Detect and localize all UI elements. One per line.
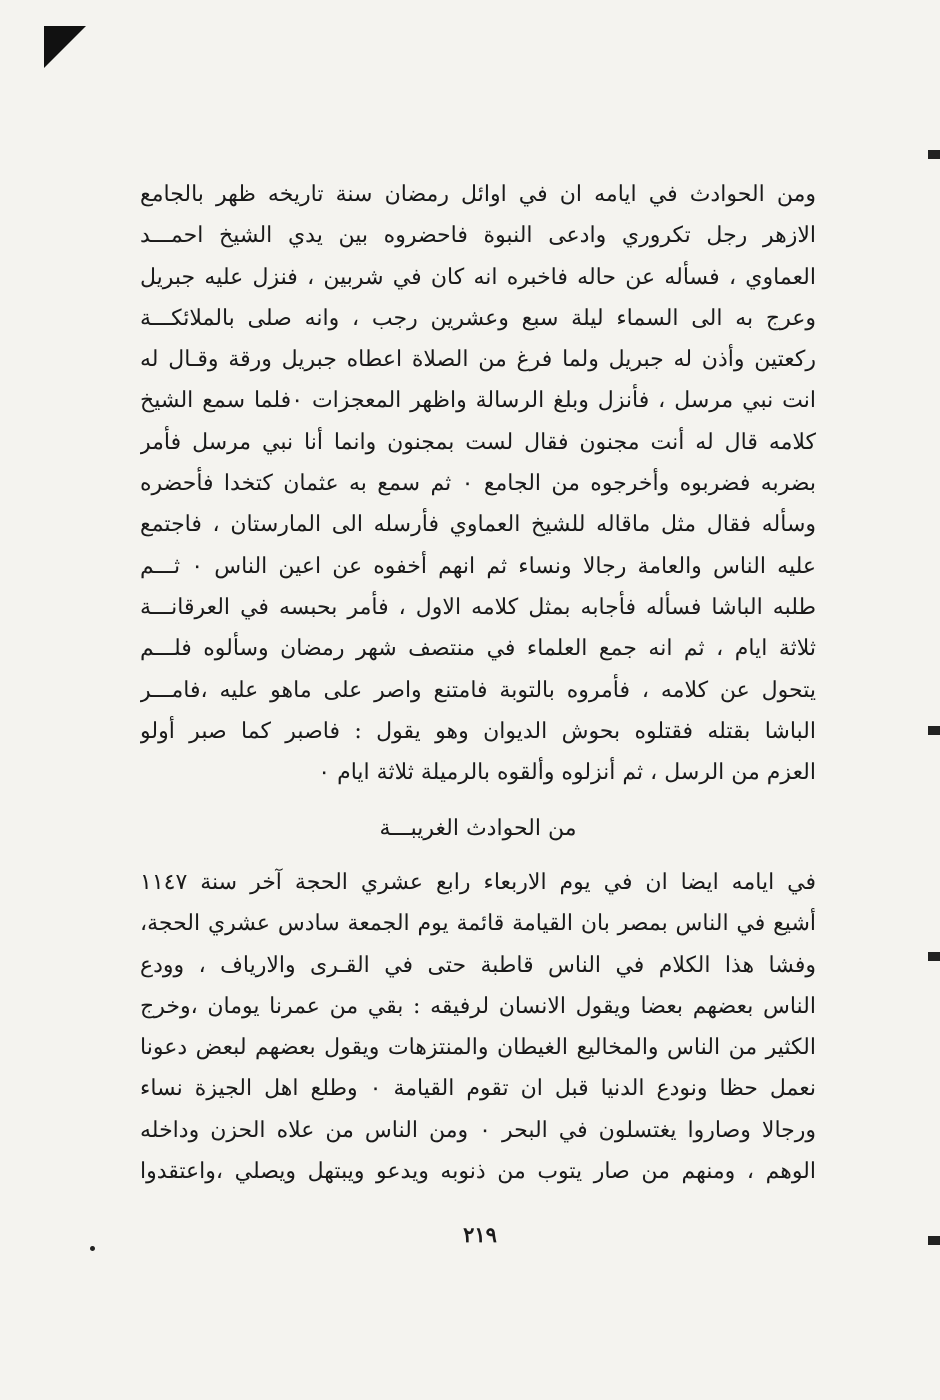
text-line: وفشا هذا الكلام في الناس قاطبة حتى في القـرى والارياف ، وودع bbox=[140, 952, 816, 978]
text-line: بضربه فضربوه وأخرجوه من الجامع ٠ ثم سمع به عثمان كتخدا فأحضره bbox=[140, 471, 816, 497]
section-heading: من الحوادث الغريبـــة bbox=[379, 816, 577, 841]
text-line: انت نبي مرسل ، فأنزل وبلغ الرسالة واظهر المعجزات ٠فلما سمع الشيخ bbox=[140, 388, 816, 414]
text-line: في ايامه ايضا ان في يوم الاربعاء رابع عشري الحجة آخر سنة ١١٤٧ bbox=[140, 870, 816, 895]
text-line: الكثير من الناس والمخاليع الغيطان والمنتزهات ويقول بعضهم لبعض دعونا bbox=[140, 1035, 816, 1061]
edge-scan-mark bbox=[928, 952, 940, 961]
text-line: وسأله فقال مثل ماقاله للشيخ العماوي فأرسله الى المارستان ، فاجتمع bbox=[140, 512, 816, 538]
text-line: أشيع في الناس بمصر بان القيامة قائمة يوم الجمعة سادس عشري الحجة، bbox=[140, 911, 816, 937]
text-line: نعمل حظا ونودع الدنيا قبل ان تقوم القيامة ٠ وطلع اهل الجيزة نساء bbox=[140, 1076, 816, 1102]
edge-scan-mark bbox=[928, 1236, 940, 1245]
text-line: ورجالا وصاروا يغتسلون في البحر ٠ ومن الناس من علاه الحزن وداخله bbox=[140, 1117, 816, 1143]
text-line: الازهر رجل تكروري وادعى النبوة فاحضروه بين يدي الشيخ احمـــد bbox=[140, 223, 816, 249]
text-line: الباشا بقتله فقتلوه بحوش الديوان وهو يقول : فاصبر كما صبر أولو bbox=[140, 718, 816, 744]
text-line: ومن الحوادث في ايامه ان في اوائل رمضان سنة تاريخه ظهر بالجامع bbox=[140, 182, 816, 207]
text-line: وعرج به الى السماء ليلة سبع وعشرين رجب ، وانه صلى بالملائكـــة bbox=[140, 305, 816, 331]
scan-speck bbox=[90, 1246, 95, 1251]
edge-scan-mark bbox=[928, 150, 940, 159]
page-number: ٢١٩ bbox=[463, 1222, 497, 1247]
text-line: ركعتين وأذن له جبريل ولما فرغ من الصلاة اعطاه جبريل ورقة وقـال له bbox=[140, 347, 816, 373]
text-line: طلبه الباشا فسأله فأجابه بمثل كلامه الاول ، فأمر بحبسه في العرقانـــة bbox=[140, 594, 816, 620]
edge-scan-mark bbox=[928, 726, 940, 735]
text-line: العماوي ، فسأله عن حاله فاخبره انه كان في شربين ، فنزل عليه جبريل bbox=[140, 264, 816, 290]
text-line: عليه الناس والعامة رجالا ونساء ثم انهم أخفوه عن اعين الناس ٠ ثـــم bbox=[140, 553, 816, 579]
text-line: ثلاثة ايام ، ثم انه جمع العلماء في منتصف شهر رمضان وسألوه فلـــم bbox=[140, 636, 816, 662]
corner-scan-mark bbox=[44, 26, 86, 68]
text-line: العزم من الرسل ، ثم أنزلوه وألقوه بالرميلة ثلاثة ايام ٠ bbox=[318, 760, 816, 786]
paragraph-first bbox=[140, 174, 816, 793]
text-line: الوهم ، ومنهم من صار يتوب من ذنوبه ويدعو ويبتهل ويصلي ،واعتقدوا bbox=[140, 1159, 816, 1185]
text-line: كلامه قال له أنت مجنون فقال لست بمجنون وانما أنا نبي مرسل فأمر bbox=[140, 429, 816, 455]
text-line: يتحول عن كلامه ، فأمروه بالتوبة فامتنع واصر على ماهو عليه ،فامـــر bbox=[140, 677, 816, 703]
text-line: الناس بعضهم بعضا ويقول الانسان لرفيقه : بقي من عمرنا يومان ،وخرج bbox=[140, 993, 816, 1019]
paragraph-second bbox=[140, 862, 816, 1192]
